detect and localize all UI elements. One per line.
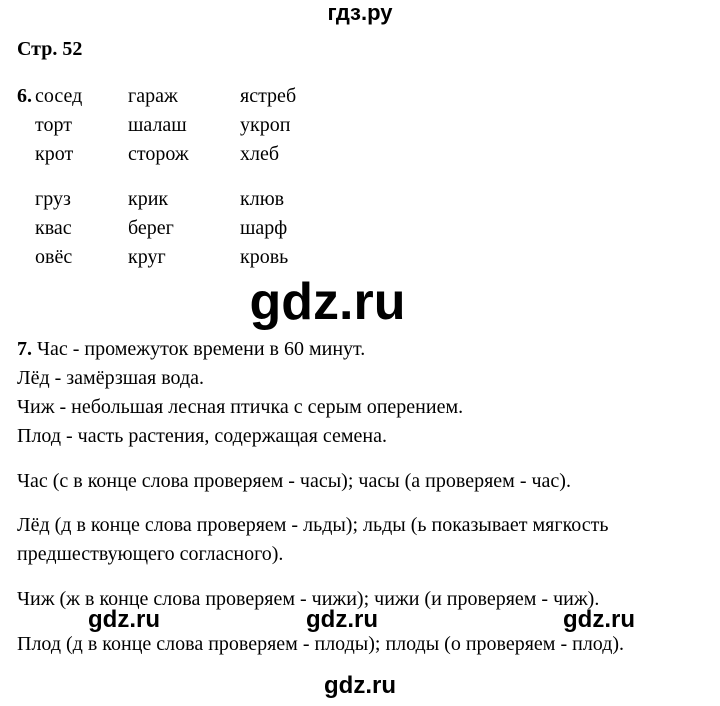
explanation-line: Плод (д в конце слова проверяем - плоды); плоды (о проверяем - плод). bbox=[17, 633, 625, 655]
task-7-first-line bbox=[17, 337, 365, 361]
site-header: гдз.ру bbox=[327, 0, 393, 25]
word-cell: укроп bbox=[240, 114, 291, 136]
task-7-number: 7. bbox=[17, 338, 32, 360]
word-cell: шарф bbox=[240, 217, 288, 239]
explanation-line: Час (с в конце слова проверяем - часы); часы (а проверяем - час). bbox=[17, 470, 571, 492]
watermark-small: gdz.ru bbox=[306, 606, 378, 633]
word-cell: сосед bbox=[35, 85, 83, 107]
word-cell: хлеб bbox=[240, 143, 280, 165]
watermark-small: gdz.ru bbox=[563, 606, 635, 633]
word-cell: овёс bbox=[35, 246, 73, 268]
word-cell: крик bbox=[128, 188, 169, 210]
definition-line: Лёд - замёрзшая вода. bbox=[17, 367, 204, 389]
word-cell: торт bbox=[35, 114, 72, 136]
word-cell: кровь bbox=[240, 246, 289, 268]
explanation-line: Лёд (д в конце слова проверяем - льды); льды (ь показывает мягкость bbox=[17, 514, 609, 536]
watermark-small: gdz.ru bbox=[88, 606, 160, 633]
explanation-line: Чиж (ж в конце слова проверяем - чижи); чижи (и проверяем - чиж). bbox=[17, 588, 600, 610]
definition-line: Плод - часть растения, содержащая семена. bbox=[17, 425, 387, 447]
word-cell: ястреб bbox=[240, 85, 297, 107]
word-cell: шалаш bbox=[128, 114, 187, 136]
explanation-line: предшествующего согласного). bbox=[17, 543, 284, 565]
watermark-footer: gdz.ru bbox=[324, 672, 396, 699]
task-6-number: 6. bbox=[17, 85, 32, 107]
word-cell: груз bbox=[35, 188, 71, 210]
word-cell: крот bbox=[35, 143, 74, 165]
word-cell: круг bbox=[128, 246, 166, 268]
word-cell: гараж bbox=[128, 85, 178, 107]
word-cell: клюв bbox=[240, 188, 285, 210]
word-cell: берег bbox=[128, 217, 174, 239]
word-cell: сторож bbox=[128, 143, 189, 165]
definition-line: Чиж - небольшая лесная птичка с серым оперением. bbox=[17, 396, 464, 418]
definition-line: Час - промежуток времени в 60 минут. bbox=[37, 338, 366, 360]
word-cell: квас bbox=[35, 217, 72, 239]
page-reference: Стр. 52 bbox=[17, 38, 83, 60]
watermark-large: gdz.ru bbox=[249, 273, 406, 331]
